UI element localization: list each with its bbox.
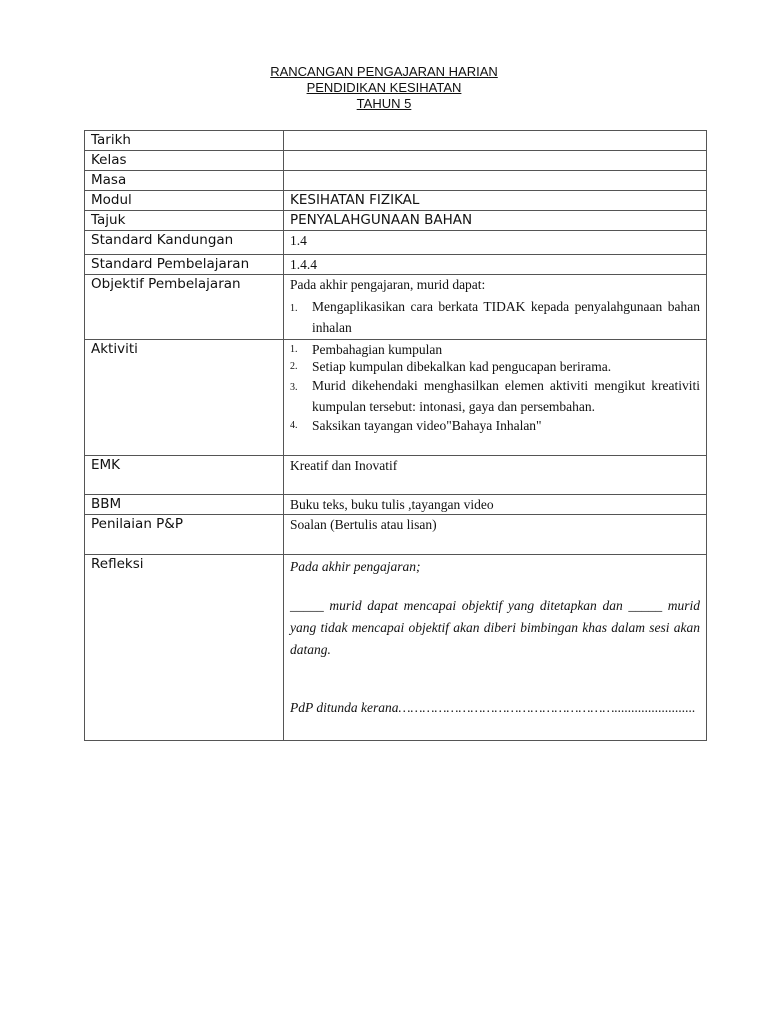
list-item: [290, 341, 700, 358]
value-kelas: [284, 151, 707, 171]
value-standard-pembelajaran: 1.4.4: [284, 255, 707, 275]
list-item: [290, 296, 700, 338]
list-item-number: 4.: [290, 420, 298, 431]
list-item-text: Murid dikehendaki menghasilkan elemen aktiviti mengikut kreativiti kumpulan tersebut: intonasi, gaya dan persembahan.: [312, 378, 700, 414]
list-item-text: Mengaplikasikan cara berkata TIDAK kepada penyalahgunaan bahan inhalan: [312, 299, 700, 335]
value-modul: KESIHATAN FIZIKAL: [284, 191, 707, 211]
value-tarikh: [284, 131, 707, 151]
document-header: [0, 64, 768, 112]
value-masa: [284, 171, 707, 191]
row-bbm: [85, 495, 707, 515]
refleksi-line3: PdP ditunda kerana………………………………………………........................: [290, 700, 696, 715]
list-item: [290, 358, 700, 375]
row-standard-kandungan: [85, 231, 707, 255]
refleksi-line1: Pada akhir pengajaran;: [290, 559, 421, 574]
label-modul: Modul: [85, 191, 284, 211]
list-item-text: Saksikan tayangan video"Bahaya Inhalan": [312, 418, 542, 433]
label-refleksi: Refleksi: [85, 555, 284, 741]
list-item-number: 3.: [290, 382, 298, 393]
row-masa: [85, 171, 707, 191]
row-kelas: [85, 151, 707, 171]
label-bbm: BBM: [85, 495, 284, 515]
row-modul: [85, 191, 707, 211]
row-tarikh: [85, 131, 707, 151]
row-emk: [85, 456, 707, 495]
row-aktiviti: [85, 340, 707, 456]
list-item-number: 2.: [290, 361, 298, 372]
aktiviti-list: [290, 341, 700, 434]
value-bbm: Buku teks, buku tulis ,tayangan video: [284, 495, 707, 515]
label-penilaian: Penilaian P&P: [85, 515, 284, 555]
value-objektif: [284, 275, 707, 340]
value-standard-kandungan: 1.4: [284, 231, 707, 255]
value-refleksi: [284, 555, 707, 741]
row-objektif: [85, 275, 707, 340]
value-tajuk: PENYALAHGUNAAN BAHAN: [284, 211, 707, 231]
value-penilaian: Soalan (Bertulis atau lisan): [284, 515, 707, 555]
list-item: [290, 417, 700, 434]
header-title: RANCANGAN PENGAJARAN HARIAN: [270, 64, 498, 79]
row-penilaian: [85, 515, 707, 555]
label-masa: Masa: [85, 171, 284, 191]
refleksi-line2: _____ murid dapat mencapai objektif yang ditetapkan dan _____ murid yang tidak mencapai objektif akan diberi bimbingan khas dalam sesi akan datang.: [290, 598, 700, 657]
objektif-intro: Pada akhir pengajaran, murid dapat:: [290, 277, 486, 292]
value-emk: Kreatif dan Inovatif: [284, 456, 707, 495]
lesson-plan-table: [84, 130, 707, 741]
value-aktiviti: [284, 340, 707, 456]
label-emk: EMK: [85, 456, 284, 495]
list-item: [290, 375, 700, 417]
label-tarikh: Tarikh: [85, 131, 284, 151]
list-item-text: Pembahagian kumpulan: [312, 342, 443, 357]
list-item-number: 1.: [290, 344, 298, 355]
header-year: TAHUN 5: [356, 96, 412, 111]
row-refleksi: [85, 555, 707, 741]
label-standard-kandungan: Standard Kandungan: [85, 231, 284, 255]
label-aktiviti: Aktiviti: [85, 340, 284, 456]
row-tajuk: [85, 211, 707, 231]
list-item-text: Setiap kumpulan dibekalkan kad pengucapan berirama.: [312, 359, 612, 374]
label-objektif: Objektif Pembelajaran: [85, 275, 284, 340]
objektif-list: [290, 296, 700, 338]
row-standard-pembelajaran: [85, 255, 707, 275]
label-tajuk: Tajuk: [85, 211, 284, 231]
label-standard-pembelajaran: Standard Pembelajaran: [85, 255, 284, 275]
header-subject: PENDIDIKAN KESIHATAN: [306, 80, 462, 95]
label-kelas: Kelas: [85, 151, 284, 171]
list-item-number: 1.: [290, 303, 298, 314]
